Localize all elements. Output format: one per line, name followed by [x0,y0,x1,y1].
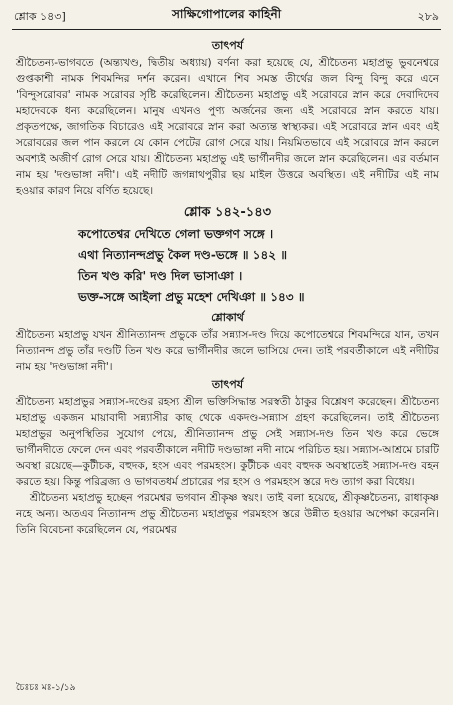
translation-heading: শ্লোকার্থ [211,311,244,324]
verse-heading: শ্লোক ১৪২-১৪৩ [183,205,272,220]
verse-line: এথা নিত্যানন্দপ্রভু কৈল দণ্ড-ভঙ্গে ॥ ১৪২ ॥ [78,248,288,262]
verse-line: তিন খণ্ড করি' দণ্ড দিল ভাসাঞা । [78,269,243,283]
header-rule [12,29,441,30]
page-number: ২৮৯ [417,10,439,23]
chapter-title: সাক্ষিগোপালের কাহিনী [171,7,282,21]
purport-paragraph-2: শ্রীচৈতন্য মহাপ্রভুর সন্ন্যাস-দণ্ডের রহস্য শ্রীল ভক্তিসিদ্ধান্ত সরস্বতী ঠাকুর বিশ্লেষণ করেছেন। শ্রীচৈতন্য মহাপ্রভু একজন মায়াবাদী সন্ন্যাসীর কাছ থেকে একদণ্ড-সন্ন্যাস গ্রহণ করেছিলেন। তাই শ্রীচৈতন্য মহাপ্রভুর অনুপস্থিতির সুযোগ পেয়ে, শ্রীনিত্যানন্দ প্রভু সেই সন্ন্যাস-দণ্ড তিন খণ্ড করে ভেঙ্গে ভার্গীনদীতে ফেলে দেন এবং পরবর্তীকালে নদীটি দণ্ডভাঙ্গা নদী নামে পরিচিত হয়। সন্ন্যাস-আশ্রমে চারটি অবস্থা রয়েছে—কুটীচক, বহুদক, হংস এবং পরমহংস। কুটীচক এবং বহুদক অবস্থাতেই সন্ন্যাস-দণ্ড বহন করতে হয়। কিন্তু পরিব্রজ্য ও ভাগবতধর্ম প্রচারের পর হংস ও পরমহংস স্তরে দণ্ড ত্যাগ করা বিধেয়। [16,396,439,488]
purport-heading: তাৎপর্য [211,39,244,52]
purport-paragraph: শ্রীচৈতন্য-ভাগবতে (অন্ত্যখণ্ড, দ্বিতীয় অধ্যায়) বর্ণনা করা হয়েছে যে, শ্রীচৈতন্য মহাপ্রভু ভুবনেশ্বরে গুপ্তকাশী নামক শিবমন্দির দর্শন করেন। এখানে শিব সমস্ত তীর্থের জল বিন্দু বিন্দু করে এনে 'বিন্দুসরোবর' নামক সরোবর সৃষ্টি করেছিলেন। শ্রীচৈতন্য মহাপ্রভু এই সরোবরে স্নান করে দেবাদিদেব মহাদেবকে ধন্য করেছিলেন। মানুষ এখনও পুণ্য অর্জনের জন্য এই সরোবরে স্নান করতে যায়। প্রকৃতপক্ষে, জাগতিক বিচারেও এই সরোবরে স্নান করা অত্যন্ত স্বাস্থ্যকর। এই সরোবরে স্নান এবং এই সরোবরের জল পান করলে যে কোন পেটের রোগ সেরে যায়। নিয়মিতভাবে এই সরোবরে স্নান করলে অবশ্যই অজীর্ণ রোগ সেরে যায়। শ্রীচৈতন্য মহাপ্রভু এই ভার্গীনদীর জলে স্নান করেছিলেন। এর বর্তমান নাম হয় 'দণ্ডভাঙ্গা নদী'। এই নদীটি জগন্নাথপুরীর ছয় মাইল উত্তরে অবস্থিত। এই নদীটির এই নাম হওয়ার কারণ নিয়ে বর্ণিত হয়েছে। [16,57,439,197]
page-body [16,36,439,538]
purport-paragraph-3: শ্রীচৈতন্য মহাপ্রভু হচ্ছেন পরমেশ্বর ভগবান শ্রীকৃষ্ণ স্বয়ং। তাই বলা হয়েছে, শ্রীকৃষ্ণচৈতন্য, রাধাকৃষ্ণ নহে অন্য। অতএব নিত্যানন্দ প্রভু শ্রীচৈতন্য মহাপ্রভুর পরমহংস স্তরে উন্নীত হওয়ার অপেক্ষা করেননি। তিনি বিবেচনা করেছিলেন যে, পরমেশ্বর [16,492,439,536]
verse-range-label: শ্লোক ১৪৩] [14,10,66,23]
page-header [14,6,439,26]
verse-line: ভক্ত-সঙ্গে আইলা প্রভু মহেশ দেখিঞা ॥ ১৪৩ ॥ [78,290,305,304]
verse-line: কপোতেশ্বর দেখিতে গেলা ভক্তগণ সঙ্গে । [78,227,274,241]
purport-heading-2: তাৎপর্য [211,378,244,391]
translation-paragraph: শ্রীচৈতন্য মহাপ্রভু যখন শ্রীনিত্যানন্দ প্রভুকে তাঁর সন্ন্যাস-দণ্ড দিয়ে কপোতেশ্বরে শিবমন্দিরে যান, তখন নিত্যানন্দ প্রভু তাঁর দণ্ডটি তিন খণ্ড করে ভার্গীনদীর জলে ভাসিয়ে দেন। তাই পরবর্তীকালে এই নদীটির নাম হয় 'দণ্ডভাঙ্গা নদী'। [16,329,439,373]
footer-signature: চৈঃচঃ মঃ-১/১৯ [16,683,76,693]
